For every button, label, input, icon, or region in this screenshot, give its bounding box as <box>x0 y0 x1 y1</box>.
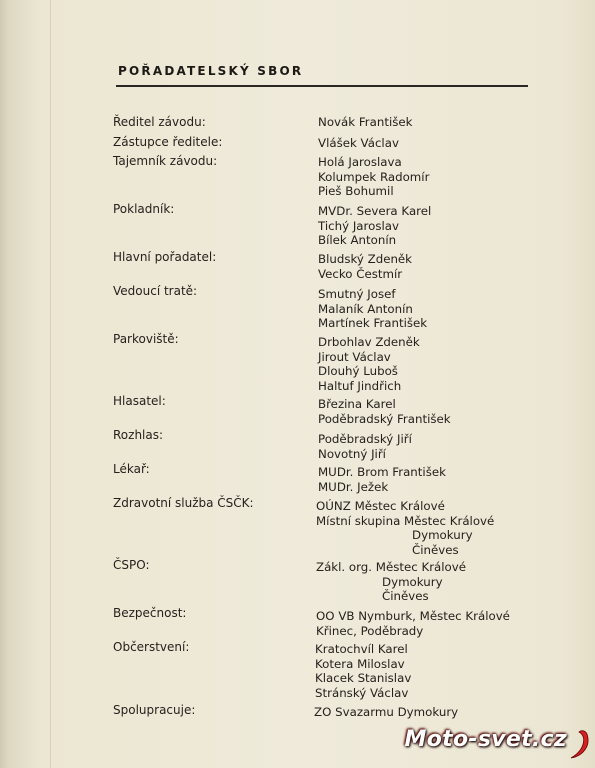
role-label: Občerstvení: <box>113 640 190 654</box>
role-label: Rozhlas: <box>113 428 164 442</box>
names-list <box>316 609 510 638</box>
person-name: Kolumpek Radomír <box>318 169 430 184</box>
person-name: Smutný Josef <box>318 287 396 301</box>
names-list <box>318 432 412 461</box>
person-name: Poděbradský František <box>318 411 451 426</box>
site-watermark: Moto-svet.cz <box>404 727 567 752</box>
role-label: Zástupce ředitele: <box>113 135 223 149</box>
person-name: Novotný Jiří <box>318 446 386 461</box>
role-label: Ředitel závodu: <box>113 115 206 129</box>
heading-underline <box>116 85 528 87</box>
person-name: Martínek František <box>318 316 428 331</box>
role-label: ČSPO: <box>113 558 150 572</box>
names-list <box>318 155 429 199</box>
person-name: Malaník Antonín <box>318 301 413 316</box>
person-name: Bílek Antonín <box>318 233 397 248</box>
person-name: Březina Karel <box>318 397 396 411</box>
names-list <box>315 642 411 700</box>
person-name: MUDr. Brom František <box>318 465 446 479</box>
person-name: Drbohlav Zdeněk <box>318 335 420 349</box>
names-list <box>316 499 494 557</box>
role-label: Hlasatel: <box>113 394 166 408</box>
names-list <box>318 115 412 130</box>
person-name: Činěves <box>412 542 459 557</box>
role-label: Tajemník závodu: <box>113 154 218 168</box>
person-name: Křinec, Poděbrady <box>316 623 424 638</box>
page-fold <box>50 0 51 768</box>
page-heading: POŘADATELSKÝ SBOR <box>118 64 304 78</box>
person-name: Stránský Václav <box>315 685 409 700</box>
role-label: Lékař: <box>113 462 150 476</box>
role-label: Pokladník: <box>113 202 175 216</box>
role-label: Bezpečnost: <box>113 606 187 620</box>
person-name: Dymokury <box>412 528 473 543</box>
role-label: Parkoviště: <box>113 332 179 346</box>
names-list <box>318 204 431 248</box>
person-name: OO VB Nymburk, Městec Králové <box>316 609 510 623</box>
person-name: Poděbradský Jiří <box>318 432 412 446</box>
names-list <box>318 287 427 331</box>
names-list <box>318 465 446 494</box>
role-label: Vedoucí tratě: <box>113 284 198 298</box>
person-name: Klacek Stanislav <box>315 671 412 686</box>
person-name: Pieš Bohumil <box>318 184 394 199</box>
person-name: Tichý Jaroslav <box>318 218 399 233</box>
person-name: Bludský Zdeněk <box>318 252 413 266</box>
person-name: Dlouhý Luboš <box>318 364 398 379</box>
names-list <box>314 705 458 720</box>
person-name: Holá Jaroslava <box>318 155 402 169</box>
person-name: Vlášek Václav <box>318 136 399 150</box>
person-name: ZO Svazarmu Dymokury <box>314 705 459 719</box>
role-label: Hlavní pořadatel: <box>113 250 217 264</box>
names-list <box>318 335 420 393</box>
person-name: Novák František <box>318 115 413 129</box>
watermark-swoosh-icon <box>565 728 593 762</box>
person-name: Činěves <box>382 589 429 604</box>
person-name: Vecko Čestmír <box>318 266 403 281</box>
role-label: Zdravotní služba ČSČK: <box>113 496 254 510</box>
names-list <box>316 560 466 604</box>
role-label: Spolupracuje: <box>113 703 196 717</box>
person-name: Jirout Václav <box>318 349 391 364</box>
names-list <box>318 397 451 426</box>
person-name: Kratochvíl Karel <box>315 642 408 656</box>
names-list <box>318 252 412 281</box>
person-name: Zákl. org. Městec Králové <box>316 560 467 574</box>
person-name: Místní skupina Městec Králové <box>316 513 495 528</box>
person-name: MVDr. Severa Karel <box>318 204 432 218</box>
person-name: Dymokury <box>382 574 443 589</box>
person-name: Haltuf Jindřich <box>318 378 402 393</box>
person-name: Kotera Miloslav <box>315 656 405 671</box>
person-name: OÚNZ Městec Králové <box>316 499 445 513</box>
person-name: MUDr. Ježek <box>318 479 389 494</box>
names-list <box>318 136 399 151</box>
